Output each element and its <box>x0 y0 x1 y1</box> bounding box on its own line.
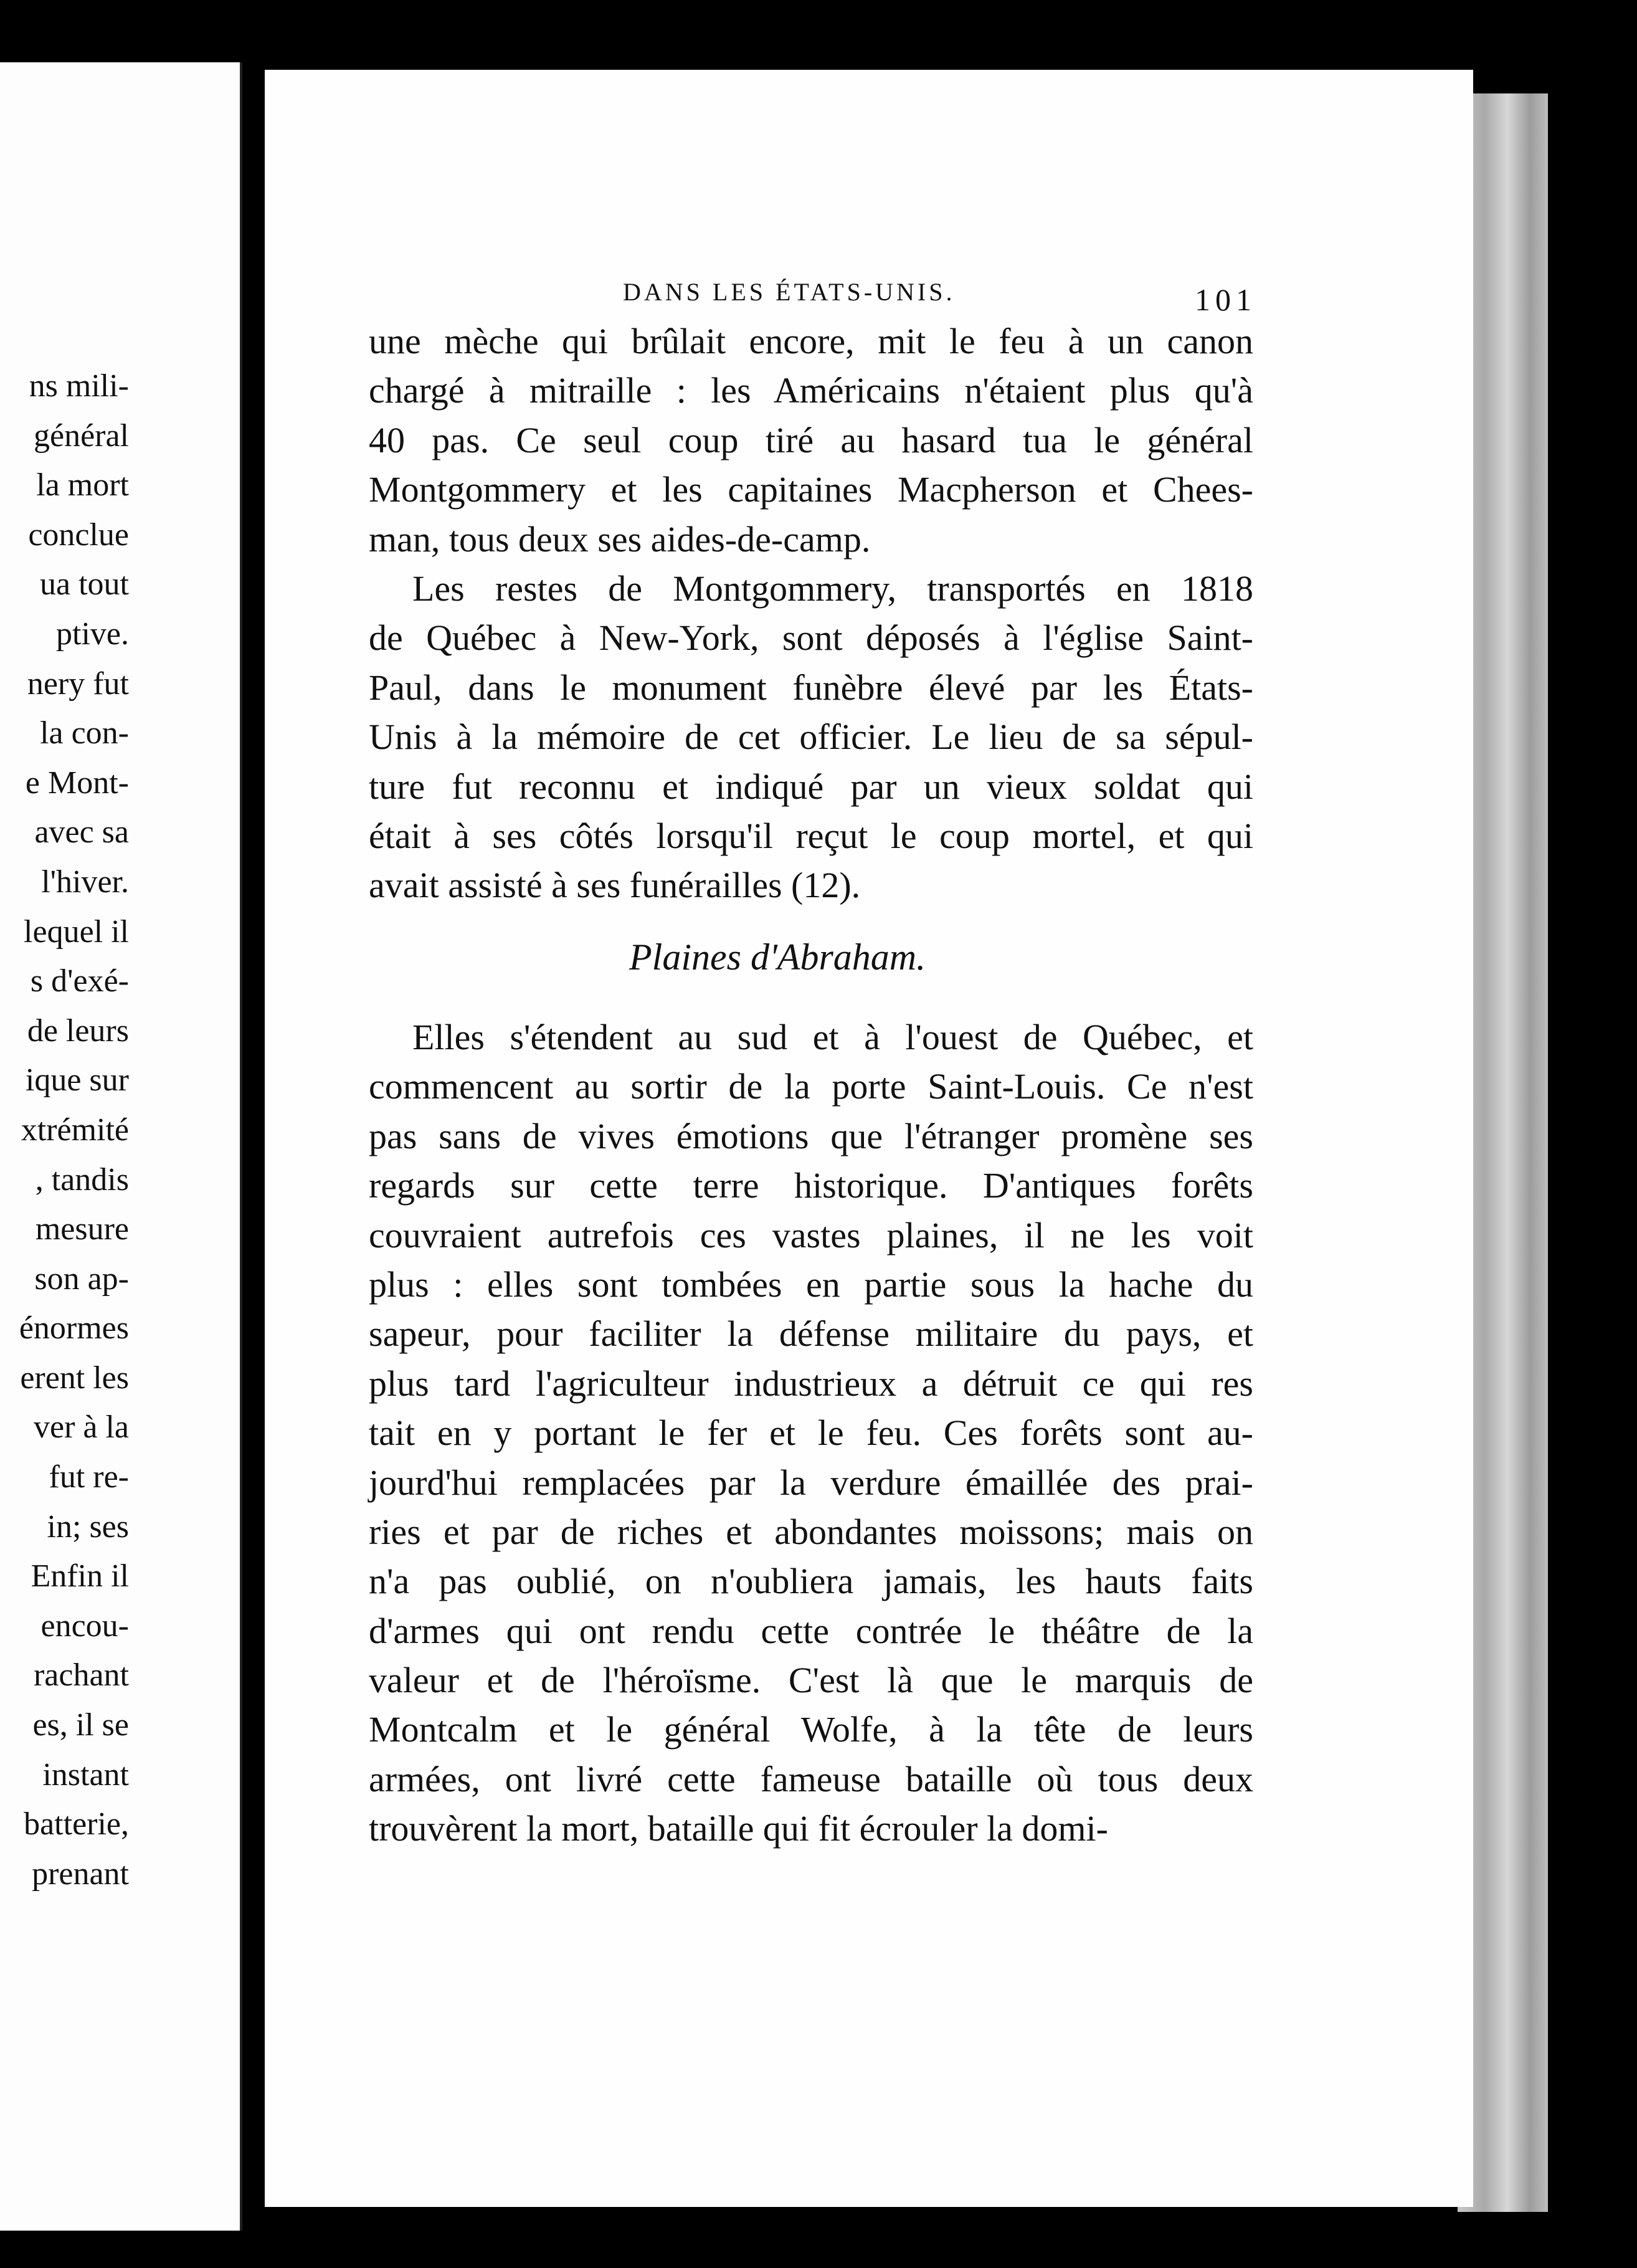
left-page <box>0 62 242 2231</box>
left-page-line: la con- <box>40 715 129 751</box>
left-page-text <box>0 361 129 1899</box>
text-line: sapeur, pour faciliter la défense militaire du pays, et <box>369 1313 1253 1355</box>
page-number: 101 <box>1195 282 1256 317</box>
paragraph-2 <box>369 564 1253 910</box>
left-page-line: batterie, <box>24 1806 129 1842</box>
text-line: man, tous deux ses aides-de-camp. <box>369 518 871 560</box>
left-page-line: ver à la <box>33 1409 129 1446</box>
text-line: chargé à mitraille : les Américains n'étaient plus qu'à <box>369 370 1253 411</box>
left-page-line: es, il se <box>32 1707 129 1743</box>
text-line: pas sans de vives émotions que l'étranger promène ses <box>369 1115 1253 1156</box>
text-line: jourd'hui remplacées par la verdure émaillée des prai- <box>369 1462 1253 1503</box>
left-page-line: de leurs <box>27 1012 129 1049</box>
text-line: n'a pas oublié, on n'oubliera jamais, les hauts faits <box>369 1561 1253 1602</box>
text-line: tait en y portant le fer et le feu. Ces forêts sont au- <box>369 1413 1253 1454</box>
text-line: valeur et de l'héroïsme. C'est là que le marquis de <box>369 1660 1253 1701</box>
left-page-line: xtrémité <box>21 1112 129 1148</box>
text-line: commencent au sortir de la porte Saint-Louis. Ce n'est <box>369 1066 1253 1107</box>
text-line: d'armes qui ont rendu cette contrée le théâtre de la <box>369 1610 1253 1651</box>
left-page-line: général <box>33 417 129 454</box>
left-page-line: rachant <box>33 1657 129 1694</box>
left-page-line: ptive. <box>56 616 129 652</box>
left-page-line: l'hiver. <box>41 864 129 900</box>
left-page-line: avec sa <box>34 814 129 850</box>
left-page-line: la mort <box>36 467 129 503</box>
left-page-line: prenant <box>32 1856 129 1892</box>
text-line: armées, ont livré cette fameuse bataille où tous deux <box>369 1758 1253 1799</box>
text-line: Montcalm et le général Wolfe, à la tête de leurs <box>369 1709 1253 1750</box>
running-title: DANS LES ÉTATS-UNIS. <box>623 278 956 306</box>
left-page-line: fut re- <box>49 1459 129 1495</box>
left-page-line: nery fut <box>27 665 129 702</box>
left-page-line: e Mont- <box>25 765 129 801</box>
text-line: une mèche qui brûlait encore, mit le feu à un canon <box>369 321 1253 361</box>
text-line: plus : elles sont tombées en partie sous la hache du <box>369 1264 1253 1305</box>
text-line: trouvèrent la mort, bataille qui fit écrouler la domi- <box>369 1808 1108 1849</box>
text-line: Unis à la mémoire de cet officier. Le lieu de sa sépul- <box>369 717 1253 758</box>
left-page-line: lequel il <box>24 913 129 950</box>
text-line: ture fut reconnu et indiqué par un vieux soldat qui <box>369 766 1253 807</box>
left-page-line: son ap- <box>34 1260 129 1297</box>
left-page-line: , tandis <box>35 1161 129 1198</box>
text-line: avait assisté à ses funérailles (12). <box>369 865 861 906</box>
left-page-line: ique sur <box>25 1062 129 1098</box>
left-page-line: énormes <box>19 1310 129 1346</box>
text-line: Paul, dans le monument funèbre élevé par les États- <box>369 667 1253 708</box>
left-page-line: instant <box>42 1756 129 1793</box>
left-page-line: erent les <box>20 1360 129 1396</box>
text-line: Elles s'étendent au sud et à l'ouest de Québec, et <box>412 1017 1253 1057</box>
left-page-line: encou- <box>40 1608 129 1644</box>
left-page-line: s d'exé- <box>30 963 129 999</box>
text-line: était à ses côtés lorsqu'il reçut le coup mortel, et qui <box>369 815 1253 856</box>
text-line: plus tard l'agriculteur industrieux a détruit ce qui res <box>369 1363 1253 1404</box>
text-line: Les restes de Montgommery, transportés en 1818 <box>412 568 1253 609</box>
text-line: couvraient autrefois ces vastes plaines, il ne les voit <box>369 1214 1253 1256</box>
left-page-line: ns mili- <box>29 368 129 404</box>
left-page-line: mesure <box>35 1211 129 1247</box>
text-line: de Québec à New-York, sont déposés à l'église Saint- <box>369 617 1253 659</box>
left-page-line: in; ses <box>47 1508 129 1545</box>
text-line: 40 pas. Ce seul coup tiré au hasard tua le général <box>369 419 1253 460</box>
left-page-line: Enfin il <box>31 1558 129 1594</box>
text-line: Montgommery et les capitaines Macpherson et Chees- <box>369 469 1253 510</box>
text-line: ries et par de riches et abondantes moissons; mais on <box>369 1511 1253 1552</box>
paragraph-3 <box>369 1012 1253 1854</box>
paragraph-1 <box>369 317 1253 564</box>
section-heading: Plaines d'Abraham. <box>629 936 926 978</box>
text-line: regards sur cette terre historique. D'antiques forêts <box>369 1165 1253 1206</box>
left-page-line: conclue <box>28 517 129 553</box>
left-page-line: ua tout <box>40 566 129 603</box>
